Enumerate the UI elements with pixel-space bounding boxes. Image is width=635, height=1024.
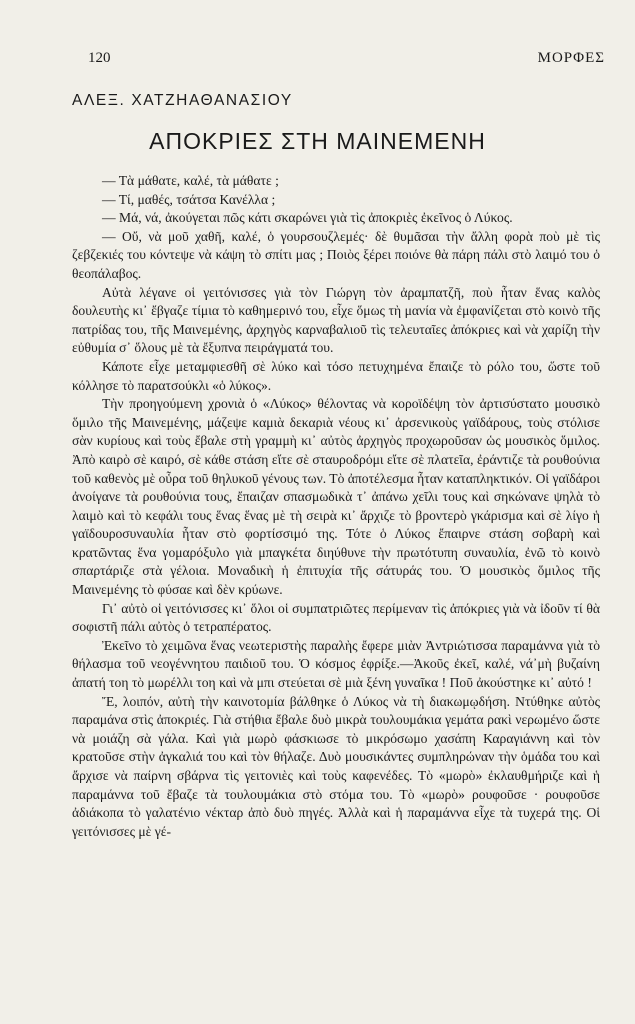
paragraph: Γι᾽ αὐτὸ οἱ γειτόνισσες κι᾽ ὅλοι οἱ συμπατριῶτες περίμεναν τὶς ἀπόκριες γιὰ νὰ ἰδοῦν τί θὰ σοφιστῆ πάλι αὐτὸς ὁ τετραπέρατος. [72, 600, 600, 635]
paragraph: — Τί, μαθές, τσάτσα Κανέλλα ; [102, 191, 276, 207]
paragraph: Αὐτὰ λέγανε οἱ γειτόνισσες γιὰ τὸν Γιώργη τὸν ἀραμπατζῆ, ποὺ ἦταν ἕνας καλὸς δουλευτὴς κι᾽ ἔβγαζε τίμια τὸ καθημερινό του, εἶχε ὅμως τὴ μανία νὰ ἐμφανίζεται στὸ κοινὸ τῆς πατρίδας του, τῆς Μαινεμένης, ἀρχηγὸς καρναβαλιοῦ τὶς τελευταῖες ἀπόκριες καὶ νὰ χαρίζη τὴν εὐθυμία σ᾽ ὅλους μὲ τὰ ἔξυπνα πειράγματά του. [72, 284, 600, 356]
paragraph: — Τὰ μάθατε, καλέ, τὰ μάθατε ; [102, 173, 279, 188]
paragraph: — Μά, νά, ἀκούγεται πῶς κάτι σκαρώνει γιὰ τὶς ἀποκριὲς ἐκεῖνος ὁ Λύκος. [102, 210, 513, 226]
article-body [72, 172, 600, 841]
paragraph: Ἔ, λοιπόν, αὐτὴ τὴν καινοτομία βάλθηκε ὁ Λύκος νὰ τὴ διακωμῳδήση. Ντύθηκε αὐτὸς παραμάνα στὶς ἀποκριές. Γιὰ στήθια ἔβαλε δυὸ μικρὰ τουλουμάκια γεμάτα ρακὶ νερωμένο ὥστε νὰ μοιάζη σὰ γάλα. Καὶ γιὰ μωρὸ φάσκιωσε τὸ μικρόσωμο χασάπη Καραγιάννη καὶ τὸν κρατοῦσε στὴν ἀγκαλιά του καὶ τὸν θήλαζε. Δυὸ μουσικάντες συμπληρώναν τὴν ὁμάδα του καὶ ἄρχισε νὰ παίρνη σβάρνα τὶς γειτονιὲς καὶ τοὺς καφενέδες. Τὸ «μωρὸ» ἐκλαυθμήριζε καὶ ἡ παραμάννα τοῦ ἔβαζε τὰ τουλουμάκια στὸ στόμα του. Τὸ «μωρὸ» ρουφοῦσε · ρουφοῦσε ἀδιάκοπα τὸ γαλατένιο νέκταρ ἀπὸ δυὸ πηγές. Ἀλλὰ καὶ ἡ παραμάννα εἶχε τὰ τυχερά της. Οἱ γειτόνισσες μὲ γέ- [72, 693, 600, 839]
journal-title: ΜΟΡΦΕΣ [537, 50, 605, 66]
paragraph: — Οὔ, νὰ μοῦ χαθῆ, καλέ, ὁ γουρσουζλεμές· δὲ θυμᾶσαι τὴν ἄλλη φορὰ ποὺ μὲ τὶς ζεβζεκιές του κόντεψε νὰ κάψη τὸ σπίτι μας ; Ποιὸς ξέρει ποιόνε θὰ πάρη πάλι στὸ λαιμό του ὁ θεοπάλαβος. [72, 228, 600, 281]
author-name: ΑΛΕΞ. ΧΑΤΖΗΑΘΑΝΑΣΙΟΥ [72, 92, 293, 109]
paragraph: Τὴν προηγούμενη χρονιὰ ὁ «Λύκος» θέλοντας νὰ κοροϊδέψη τὸν ἀρτισύστατο μουσικὸ ὅμιλο τῆς Μαινεμένης, μάζεψε καμιὰ δεκαριὰ νέους κι᾽ ἀρσενικοὺς γαϊδάρους, τοὺς στόλισε σὰν κυρίους καὶ τοὺς ἔβαλε στὴ γραμμὴ κι᾽ αὐτὸς ἀρχηγὸς προχωροῦσαν ὡς μουσικὸς ὅμιλος. Ἀπὸ καιρὸ σὲ καιρό, σὲ κάθε στάση εἴτε σὲ σταυροδρόμι εἴτε σὲ πλατεῖα, ἐράντιζε τὰ ρουθούνια τοῦ καθενὸς μὲ οὖρα τοῦ θηλυκοῦ γένους των. Τὸ ἀποτέλεσμα ἦταν καταπληκτικόν. Οἱ γαϊδάροι ἀνοίγανε τὰ ρουθούνια τους, ἔπαιζαν σπασμωδικὰ τ᾽ ἀπάνω χεῖλι τους καὶ σηκώνανε ψηλὰ τὸ λαιμὸ καὶ τὸ κεφάλι τους ἕνας ἕνας μὲ τὴ σειρὰ κι᾽ ἄρχιζε τὸ βροντερὸ γκάρισμα καὶ σὲ λίγο ἡ γαϊδουροσυναυλία ἦταν στὸ φορτίσσιμό της. Τότε ὁ Λύκος ἔπαιρνε στάση σοβαρὴ καὶ κρατῶντας ἕνα γομαρόξυλο γιὰ μπαγκέτα διηύθυνε τὴν πρωτότυπη συναυλία, ἐνῶ τὸ κοινὸ σπαρτάριζε στὰ γέλοια. Μοναδικὴ ἡ ἐπιτυχία τῆς σάτυράς του. Ὁ μουσικὸς ὅμιλος τῆς Μαινεμένης τὸ φύσαε καὶ δὲν κρύωνε. [72, 396, 600, 598]
paragraph: Κάποτε εἶχε μεταμφιεσθῆ σὲ λύκο καὶ τόσο πετυχημένα ἔπαιζε τὸ ρόλο του, ὥστε τοῦ κόλλησε τὸ παρατσούκλι «ὁ λύκος». [72, 358, 600, 393]
running-head [0, 48, 635, 70]
page-number: 120 [88, 50, 111, 66]
paragraph: Ἐκεῖνο τὸ χειμῶνα ἕνας νεωτεριστὴς παραλὴς ἔφερε μιὰν Ἀντριώτισσα παραμάννα γιὰ τὸ θήλασμα τοῦ νεογέννητου παιδιοῦ του. Ὁ κόσμος ἐφρίξε.—Ἀκοῦς ἐκεῖ, καλέ, νά᾽μὴ βυζαίνη ἀπατή τοη τὸ μωρέλλι τοη καὶ νὰ μπι στεύεται σὲ μιὰ ξένη γυναῖκα ! Ποῦ ἀκούστηκε κι᾽ αὐτό ! [72, 637, 600, 691]
article-title: ΑΠΟΚΡΙΕΣ ΣΤΗ ΜΑΙΝΕΜΕΝΗ [149, 128, 486, 154]
